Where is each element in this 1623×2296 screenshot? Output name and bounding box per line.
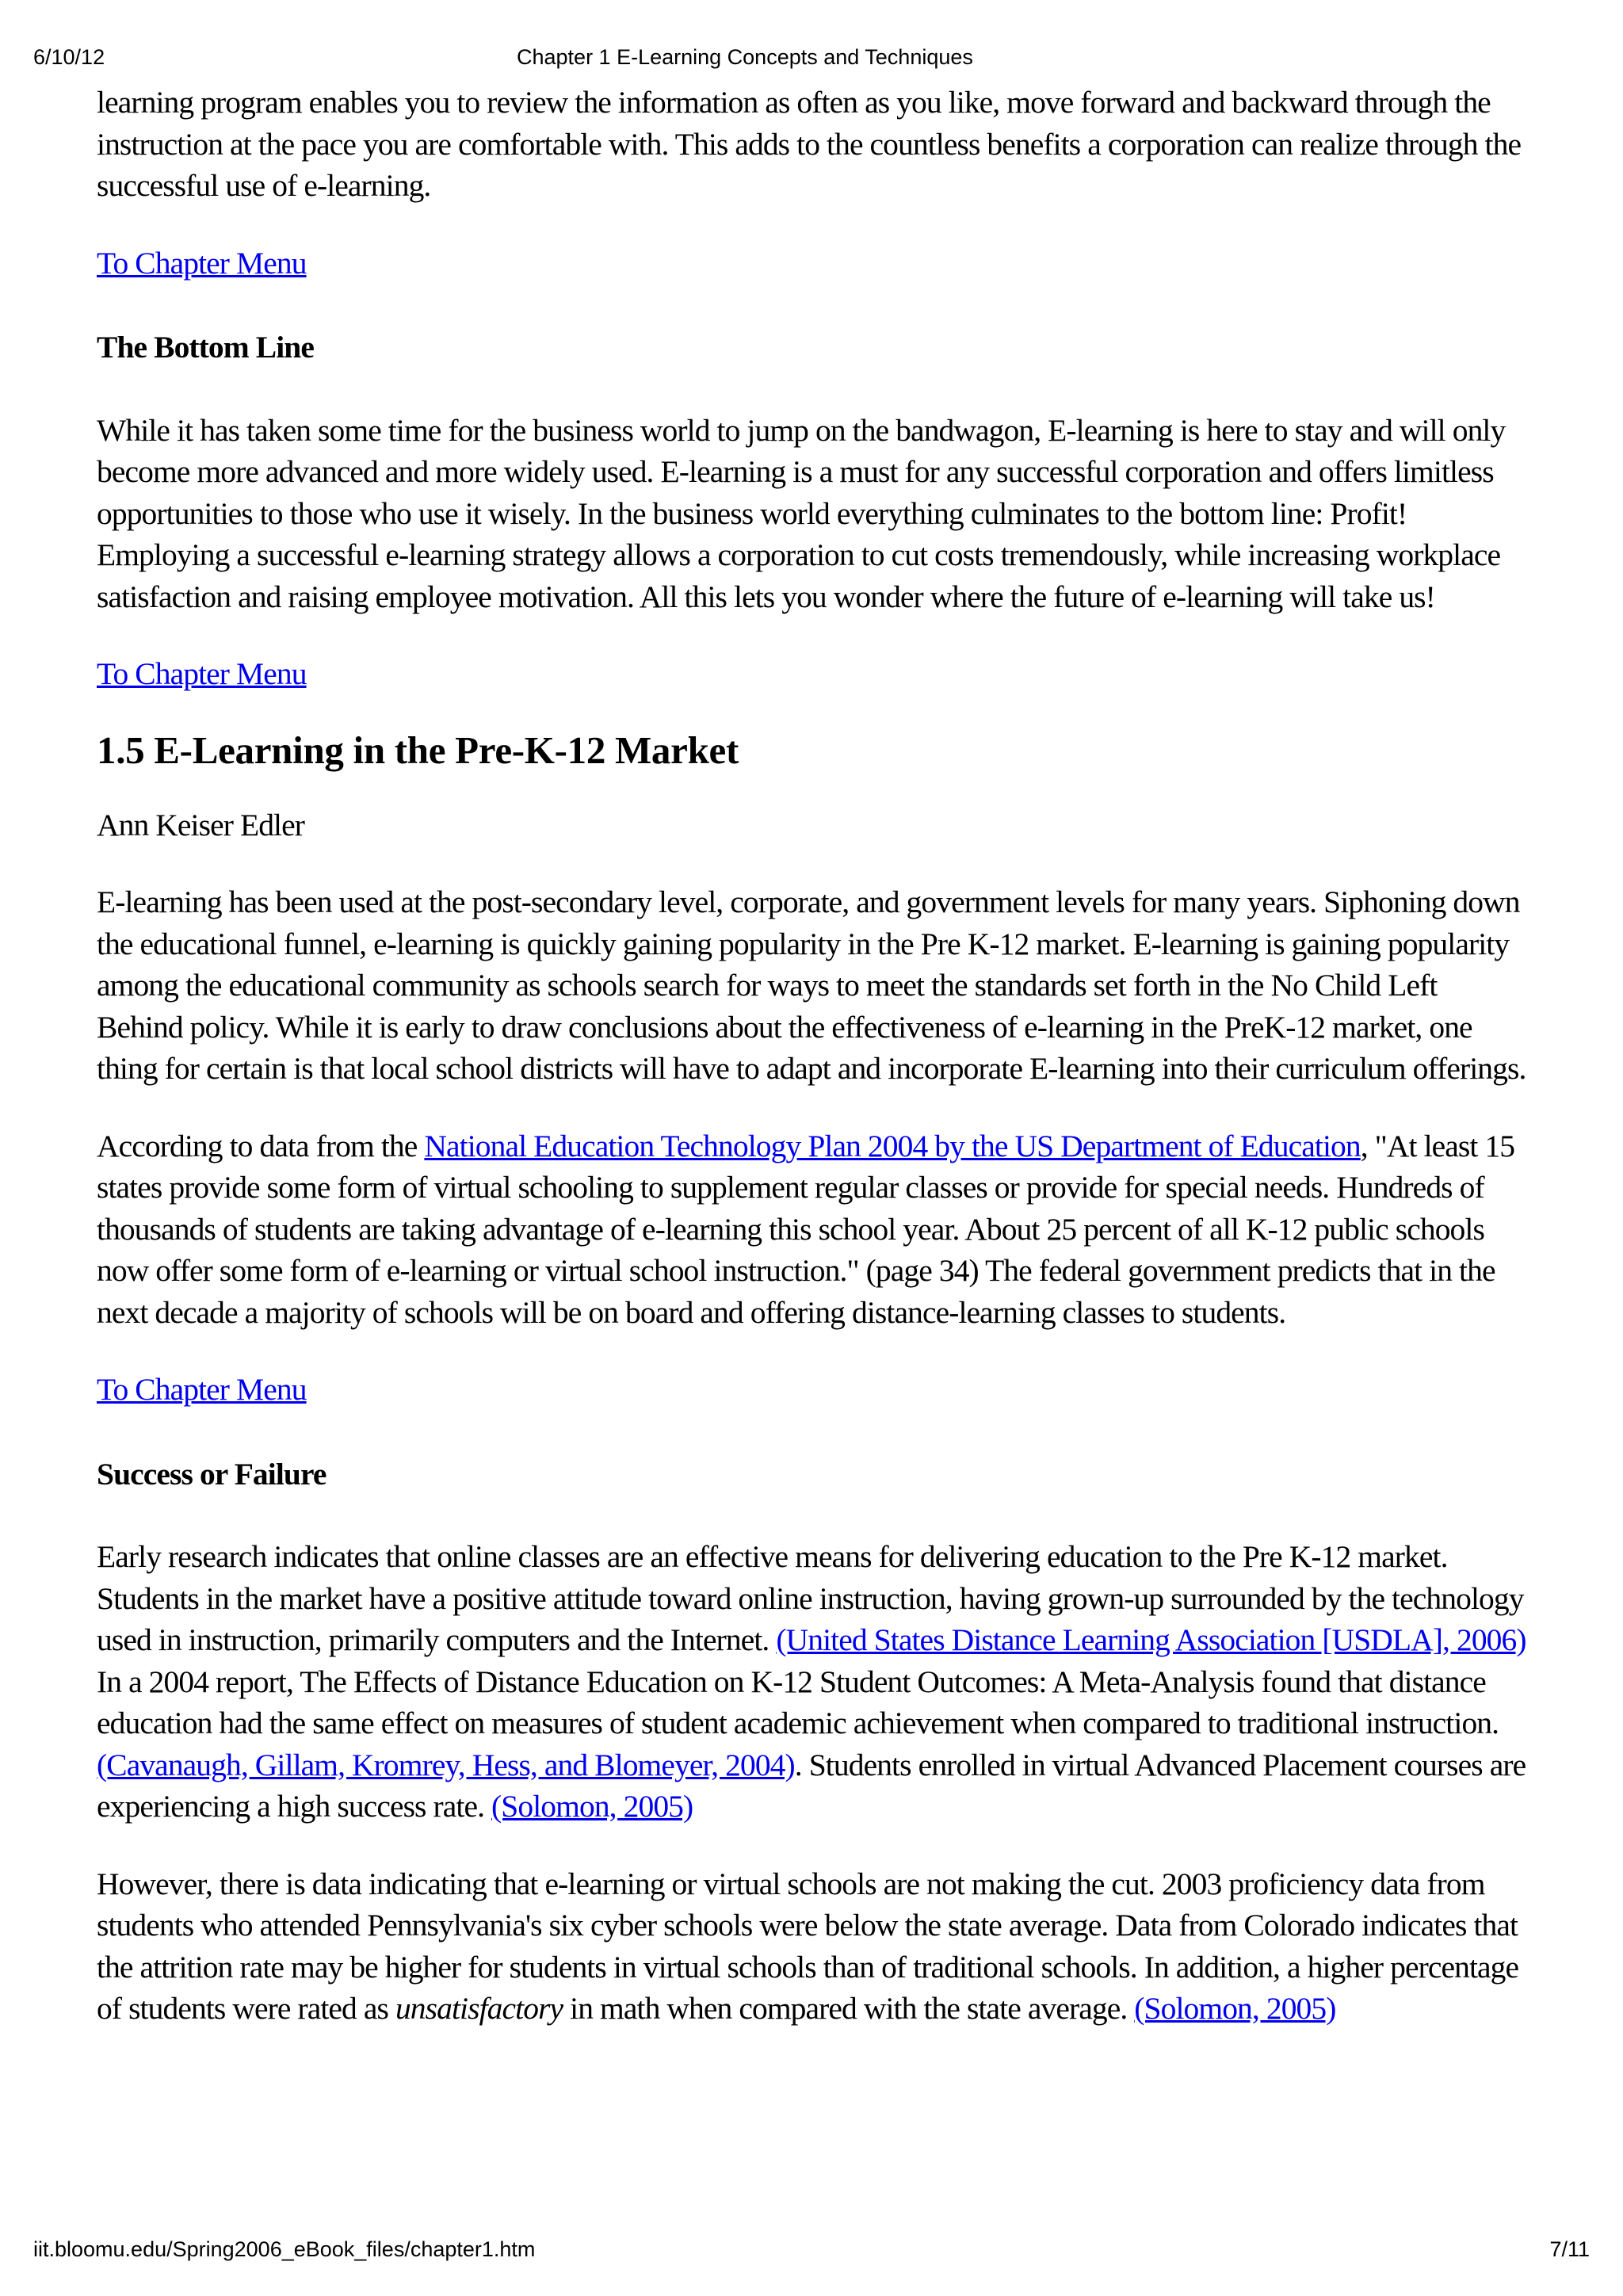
emphasis-unsatisfactory: unsatisfactory	[395, 1991, 563, 2026]
citation-link-solomon[interactable]: (Solomon, 2005)	[1134, 1991, 1336, 2026]
success-paragraph-1: Early research indicates that online classes are an effective means for delivering education to the Pre K-12 market. Students in the market have a positive attitude toward online instruction, having grown-up surrounded by the technology used in instruction, primarily computers and the Internet. (United States Distance Learning Association [USDLA], 2006) In a 2004 report, The Effects of Distance Education on K-12 Student Outcomes: A Meta-Analysis found that distance education had the same effect on measures of student academic achievement when compared to traditional instruction. (Cavanaugh, Gillam, Kromrey, Hess, and Blomeyer, 2004). Students enrolled in virtual Advanced Placement courses are experiencing a high success rate. (Solomon, 2005)	[97, 1539, 1526, 1824]
section-heading: 1.5 E-Learning in the Pre-K-12 Market	[97, 728, 739, 772]
section-paragraph-1: E-learning has been used at the post-secondary level, corporate, and government levels for many years. Siphoning down the educational funnel, e-learning is quickly gaining popularity in the Pre K-12 market. E-learning is gaining popularity among the educational community as schools search for ways to meet the standards set forth in the No Child Left Behind policy. While it is early to draw conclusions about the effectiveness of e-learning in the PreK-12 market, one thing for certain is that local school districts will have to adapt and incorporate E-learning into their curriculum offerings.	[97, 884, 1526, 1086]
print-page-title: Chapter 1 E-Learning Concepts and Techniques	[517, 45, 973, 69]
print-page-number: 7/11	[1549, 2237, 1590, 2261]
print-url: iit.bloomu.edu/Spring2006_eBook_files/chapter1.htm	[33, 2237, 536, 2261]
bottom-line-paragraph: While it has taken some time for the business world to jump on the bandwagon, E-learning is here to stay and will only become more advanced and more widely used. E-learning is a must for any successful corporation and offers limitless opportunities to those who use it wisely. In the business world everything culminates to the bottom line: Profit! Employing a successful e-learning strategy allows a corporation to cut costs tremendously, while increasing workplace satisfaction and raising employee motivation. All this lets you wonder where the future of e-learning will take us!	[97, 412, 1506, 614]
section-paragraph-2: According to data from the National Education Technology Plan 2004 by the US Department of Education, "At least 15 states provide some form of virtual schooling to supplement regular classes or provide for special needs. Hundreds of thousands of students are taking advantage of e-learning this school year. About 25 percent of all K-12 public schools now offer some form of e-learning or virtual school instruction." (page 34) The federal government predicts that in the next decade a majority of schools will be on board and offering distance-learning classes to students.	[97, 1128, 1515, 1330]
citation-link-usdla[interactable]: (United States Distance Learning Association [USDLA], 2006)	[776, 1622, 1526, 1657]
ed-tech-plan-link[interactable]: National Education Technology Plan 2004 by the US Department of Education	[424, 1128, 1361, 1163]
citation-link-solomon[interactable]: (Solomon, 2005)	[491, 1789, 693, 1824]
citation-link-cavanaugh[interactable]: (Cavanaugh, Gillam, Kromrey, Hess, and Blomeyer, 2004)	[97, 1747, 795, 1782]
chapter-menu-link[interactable]: To Chapter Menu	[97, 1372, 307, 1407]
bottom-line-heading: The Bottom Line	[97, 330, 314, 365]
success-failure-heading: Success or Failure	[97, 1456, 327, 1492]
document-body	[97, 82, 1527, 2030]
chapter-menu-link[interactable]: To Chapter Menu	[97, 245, 307, 281]
intro-paragraph: learning program enables you to review the information as often as you like, move forward and backward through the instruction at the pace you are comfortable with. This adds to the countless benefits a corporation can realize through the successful use of e-learning.	[97, 85, 1522, 203]
print-date: 6/10/12	[33, 45, 105, 69]
success-paragraph-2: However, there is data indicating that e-learning or virtual schools are not making the cut. 2003 proficiency data from students who attended Pennsylvania's six cyber schools were below the state average. Data from Colorado indicates that the attrition rate may be higher for students in virtual schools than of traditional schools. In addition, a higher percentage of students were rated as unsatisfactory in math when compared with the state average. (Solomon, 2005)	[97, 1866, 1519, 2026]
chapter-menu-link[interactable]: To Chapter Menu	[97, 656, 307, 691]
author-line: Ann Keiser Edler	[97, 807, 305, 842]
